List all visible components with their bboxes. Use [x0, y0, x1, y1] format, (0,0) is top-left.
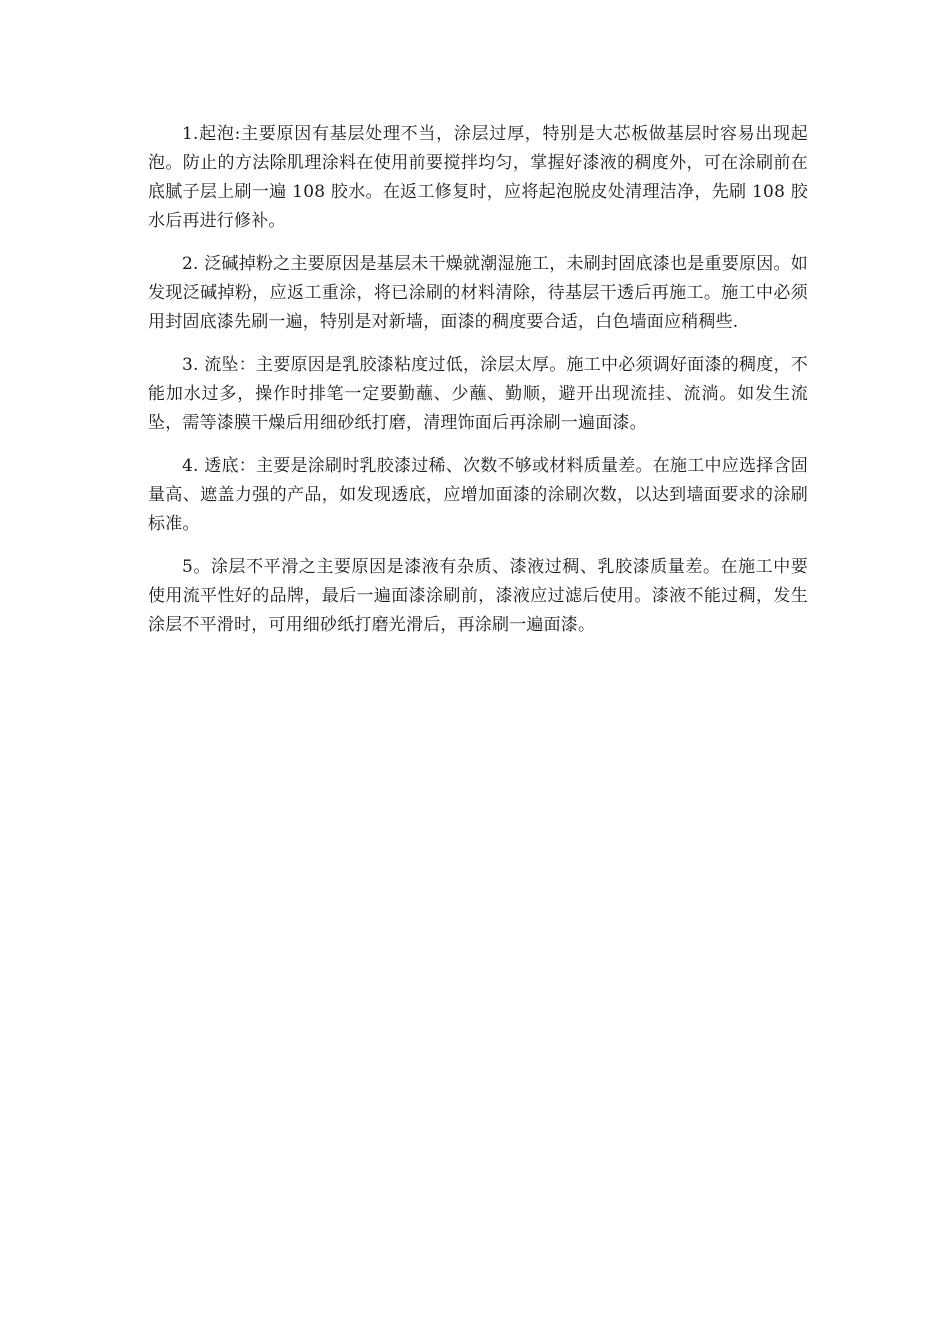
- paragraph-blistering: 1.起泡:主要原因有基层处理不当，涂层过厚，特别是大芯板做基层时容易出现起泡。防止的方法除肌理涂料在使用前要搅拌均匀，掌握好漆液的稠度外，可在涂刷前在底腻子层上刷一遍 108 胶水。在返工修复时，应将起泡脱皮处清理洁净，先刷 108 胶水后再进行修补。: [148, 124, 808, 231]
- paragraph-efflorescence: 2. 泛碱掉粉之主要原因是基层未干燥就潮湿施工，未刷封固底漆也是重要原因。如发现泛碱掉粉，应返工重涂，将已涂刷的材料清除，待基层干透后再施工。施工中必须用封固底漆先刷一遍，特别是对新墙，面漆的稠度要合适，白色墙面应稍稠些.: [148, 254, 808, 332]
- paragraph-sagging: 3. 流坠：主要原因是乳胶漆粘度过低，涂层太厚。施工中必须调好面漆的稠度，不能加水过多，操作时排笔一定要勤蘸、少蘸、勤顺，避开出现流挂、流淌。如发生流坠，需等漆膜干燥后用细砂纸打磨，清理饰面后再涂刷一遍面漆。: [148, 355, 808, 433]
- paragraph-show-through: 4. 透底：主要是涂刷时乳胶漆过稀、次数不够或材料质量差。在施工中应选择含固量高、遮盖力强的产品，如发现透底，应增加面漆的涂刷次数，以达到墙面要求的涂刷标准。: [148, 456, 808, 534]
- document-body: [148, 120, 808, 654]
- paragraph-uneven-coating: 5。涂层不平滑之主要原因是漆液有杂质、漆液过稠、乳胶漆质量差。在施工中要使用流平性好的品牌，最后一遍面漆涂刷前，漆液应过滤后使用。漆液不能过稠，发生涂层不平滑时，可用细砂纸打磨光滑后，再涂刷一遍面漆。: [148, 557, 808, 635]
